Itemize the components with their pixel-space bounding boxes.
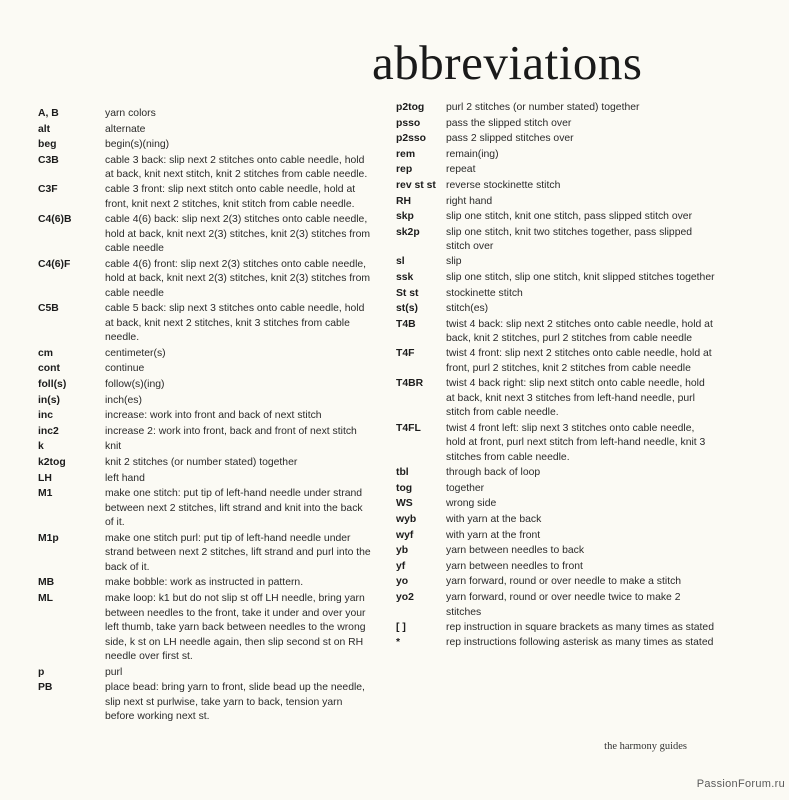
abbreviation-term: wyf	[396, 529, 414, 541]
abbreviation-term: p2sso	[396, 133, 427, 145]
abbreviation-definition: through back of loop	[446, 467, 541, 479]
abbreviation-definition: place bead: bring yarn to front, slide bead up the needle, slip next st purlwise, take yarn to back, tension yarn before working next st.	[105, 682, 365, 723]
abbreviation-definition: twist 4 back right: slip next stitch onto cable needle, hold at back, knit next 3 stitches from left-hand needle, purl stitch from cable needle.	[446, 378, 705, 419]
abbreviation-definition: inch(es)	[105, 394, 142, 406]
abbreviation-definition: yarn forward, round or over needle twice to make 2 stitches	[446, 592, 681, 618]
abbreviation-term: skp	[396, 211, 414, 223]
abbreviation-definition: twist 4 front: slip next 2 stitches onto cable needle, hold at front, purl 2 stitches, knit 2 stitches from cable needle	[446, 348, 712, 374]
abbreviation-definition: make loop: k1 but do not slip st off LH needle, bring yarn between needles to the front, take it under and over your left thumb, take yarn back between needles to the wrong side, k st on LH needle again, then slip second st on RH needle over first st.	[105, 593, 366, 663]
abbreviation-definition: slip one stitch, knit one stitch, pass slipped stitch over	[446, 211, 693, 223]
abbreviation-term: rep	[396, 164, 413, 176]
abbreviation-definition: cable 3 back: slip next 2 stitches onto cable needle, hold at back, knit next stitch, knit 2 stitches from cable needle.	[105, 154, 368, 181]
abbreviation-definition: cable 4(6) back: slip next 2(3) stitches onto cable needle, hold at back, knit next 2(3) stitches, knit 2(3) stitches from cable needle	[105, 214, 371, 255]
abbreviation-term: inc2	[38, 425, 59, 437]
abbreviation-definition: yarn between needles to back	[446, 545, 585, 557]
abbreviation-term: C4(6)F	[38, 258, 71, 270]
abbreviation-term: tbl	[396, 467, 409, 479]
abbreviation-definition: cable 4(6) front: slip next 2(3) stitches onto cable needle, hold at back, knit next 2(3) stitches, knit 2(3) stitches from cable needle	[105, 258, 371, 299]
abbreviation-term: in(s)	[38, 394, 60, 406]
abbreviation-definition: wrong side	[446, 498, 497, 510]
abbreviation-term: T4FL	[396, 422, 421, 434]
abbreviation-term: C4(6)B	[38, 214, 72, 225]
abbreviation-definition: with yarn at the front	[446, 529, 541, 541]
abbreviation-definition: alternate	[105, 123, 146, 135]
abbreviation-term: yb	[396, 545, 409, 557]
abbreviation-definition: knit 2 stitches (or number stated) together	[105, 457, 298, 468]
abbreviation-term: p	[38, 666, 45, 678]
abbreviation-definition: knit	[105, 441, 122, 453]
abbreviation-definition: increase 2: work into front, back and front of next stitch	[105, 425, 357, 437]
abbreviation-definition: increase: work into front and back of next stitch	[105, 410, 322, 422]
abbreviation-definition: cable 5 back: slip next 3 stitches onto cable needle, hold at back, knit next 2 stitches, knit 3 stitches from cable needle.	[105, 303, 365, 344]
abbreviation-term: rev st st	[396, 180, 436, 191]
abbreviation-definition: stockinette stitch	[446, 287, 523, 299]
abbreviation-term: WS	[396, 498, 413, 510]
abbreviation-definition: purl	[105, 666, 123, 678]
abbreviation-definition: yarn colors	[105, 108, 156, 119]
abbreviation-term: k	[38, 441, 44, 453]
abbreviation-definition: begin(s)(ning)	[105, 139, 170, 151]
abbreviation-definition: purl 2 stitches (or number stated) together	[446, 102, 640, 113]
abbreviation-term: foll(s)	[38, 379, 67, 390]
abbreviation-definition: pass the slipped stitch over	[446, 117, 572, 129]
abbreviation-term: wyb	[396, 514, 417, 525]
abbreviation-definition: repeat	[446, 164, 476, 176]
abbreviation-term: LH	[38, 472, 52, 484]
abbreviation-term: PB	[38, 682, 53, 694]
watermark: PassionForum.ru	[696, 778, 785, 790]
abbreviation-term: T4B	[396, 318, 416, 330]
abbreviation-definition: remain(ing)	[446, 148, 499, 160]
page-title: abbreviations	[372, 35, 643, 90]
abbreviation-term: C3F	[38, 184, 58, 196]
abbreviation-definition: twist 4 front left: slip next 3 stitches onto cable needle, hold at front, purl next stitch from left-hand needle, knit 3 stitches from cable needle.	[446, 422, 706, 463]
abbreviation-term: M1p	[38, 532, 59, 544]
abbreviation-term: st(s)	[396, 303, 418, 315]
abbreviation-definition: make one stitch purl: put tip of left-hand needle under strand between next 2 stitches, lift strand and purl into the back of it.	[105, 532, 371, 573]
abbreviation-term: cm	[38, 347, 54, 359]
abbreviation-definition: slip one stitch, knit two stitches together, pass slipped stitch over	[446, 226, 693, 253]
abbreviation-definition: with yarn at the back	[446, 514, 542, 525]
abbreviation-term: T4BR	[396, 378, 424, 389]
abbreviation-definition: slip	[446, 256, 462, 268]
abbreviation-term: k2tog	[38, 457, 66, 468]
abbreviation-definition: make bobble: work as instructed in pattern.	[105, 577, 304, 589]
abbreviation-definition: pass 2 slipped stitches over	[446, 133, 574, 145]
abbreviation-definition: yarn forward, round or over needle to make a stitch	[446, 576, 682, 588]
abbreviation-term: cont	[38, 363, 60, 375]
abbreviation-term: beg	[38, 139, 57, 151]
abbreviation-definition: together	[446, 482, 485, 494]
abbreviation-definition: yarn between needles to front	[446, 560, 583, 572]
abbreviation-term: yf	[396, 560, 406, 572]
abbreviation-definition: twist 4 back: slip next 2 stitches onto cable needle, hold at back, knit 2 stitches, purl 2 stitches from cable needle	[446, 318, 713, 345]
abbreviation-term: St st	[396, 287, 419, 299]
abbreviation-term: rem	[396, 148, 416, 160]
abbreviation-definition: rep instructions following asterisk as many times as stated	[446, 637, 714, 649]
abbreviation-term: psso	[396, 117, 421, 129]
abbreviation-term: C3B	[38, 154, 59, 166]
abbreviation-term: yo2	[396, 592, 414, 603]
abbreviation-definition: centimeter(s)	[105, 347, 166, 359]
abbreviation-term: C5B	[38, 303, 59, 315]
abbreviation-term: tog	[396, 482, 413, 494]
abbreviation-term: sl	[396, 256, 405, 268]
abbreviation-term: ML	[38, 593, 54, 604]
abbreviation-term: alt	[38, 123, 51, 135]
abbreviation-term: inc	[38, 410, 54, 422]
abbreviation-definition: follow(s)(ing)	[105, 379, 165, 390]
abbreviation-term: *	[396, 637, 401, 649]
abbreviation-definition: stitch(es)	[446, 303, 489, 315]
abbreviation-term: ssk	[396, 272, 414, 283]
abbreviation-term: yo	[396, 576, 409, 588]
footer-text: the harmony guides	[604, 741, 687, 752]
abbreviation-definition: reverse stockinette stitch	[446, 180, 561, 191]
abbreviation-term: p2tog	[396, 102, 425, 113]
abbreviation-term: T4F	[396, 348, 415, 360]
abbreviation-definition: rep instruction in square brackets as many times as stated	[446, 621, 714, 633]
abbreviation-definition: cable 3 front: slip next stitch onto cable needle, hold at front, knit next 2 stitches, knit stitch from cable needle.	[105, 184, 356, 210]
abbreviation-term: [ ]	[396, 621, 406, 633]
abbreviation-definition: slip one stitch, slip one stitch, knit slipped stitches together	[446, 272, 715, 283]
abbreviation-definition: make one stitch: put tip of left-hand needle under strand between next 2 stitches, lift strand and knit into the back of it.	[105, 488, 363, 529]
abbreviation-definition: left hand	[105, 472, 145, 484]
abbreviation-definition: continue	[105, 363, 145, 375]
abbreviation-term: A, B	[38, 108, 59, 119]
abbreviation-term: RH	[396, 195, 412, 207]
abbreviation-term: M1	[38, 488, 53, 500]
abbreviation-term: sk2p	[396, 226, 420, 238]
abbreviation-term: MB	[38, 577, 55, 589]
abbreviation-definition: right hand	[446, 195, 493, 207]
